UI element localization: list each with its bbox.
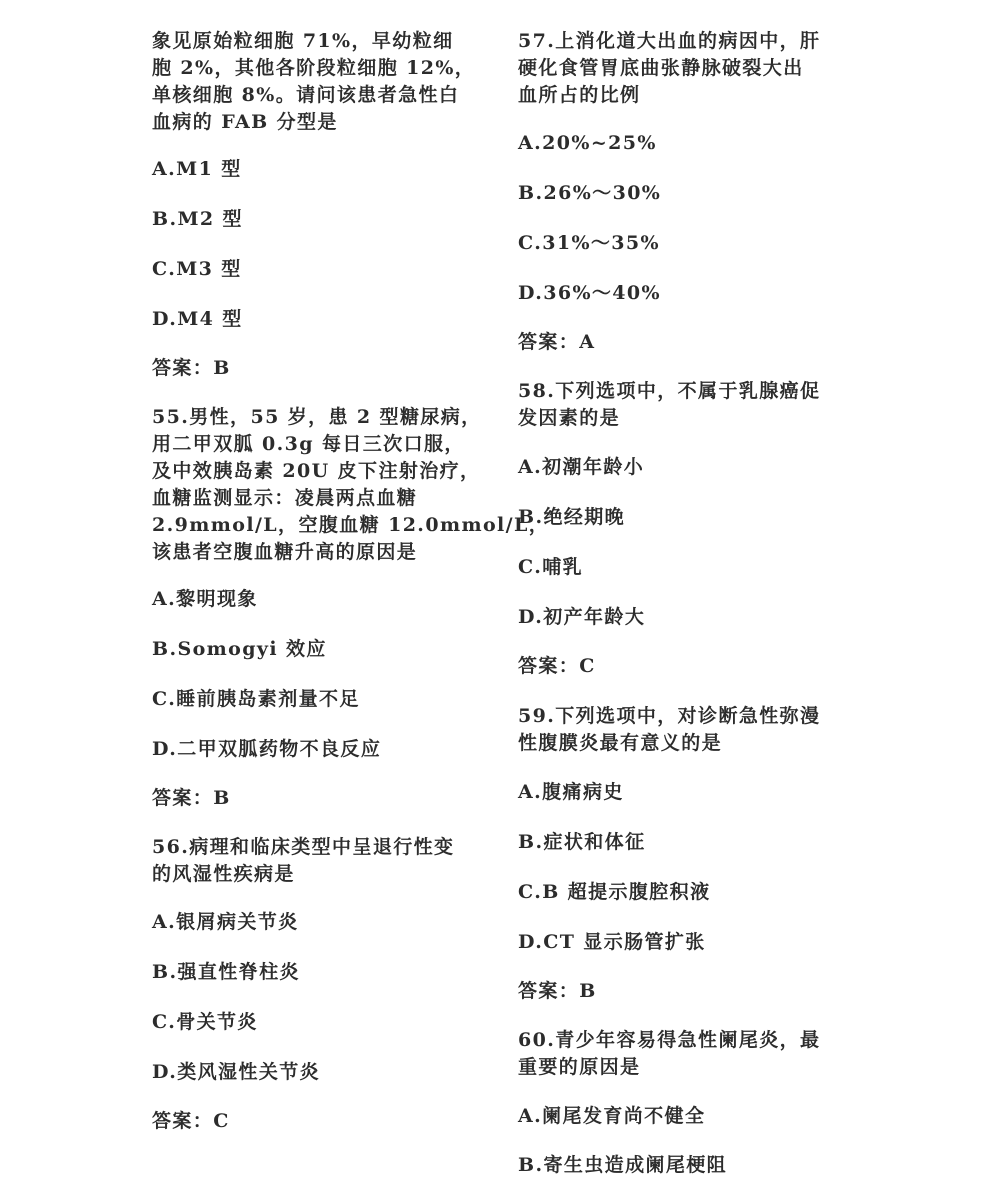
q54-answer: 答案：B bbox=[152, 357, 231, 379]
q57-option-c: C.31%～35% bbox=[518, 232, 660, 254]
q59-option-d: D.CT 显示肠管扩张 bbox=[518, 931, 706, 953]
q60-option-b: B.寄生虫造成阑尾梗阻 bbox=[518, 1154, 728, 1176]
q54-stem-line: 胞 2%，其他各阶段粒细胞 12%， bbox=[152, 57, 476, 79]
q57-answer: 答案：A bbox=[518, 331, 596, 353]
q55-stem-line: 2.9mmol/L，空腹血糖 12.0mmol/L， bbox=[152, 514, 550, 536]
q54-option-d: D.M4 型 bbox=[152, 308, 243, 330]
q54-stem-line: 血病的 FAB 分型是 bbox=[152, 111, 338, 133]
q56-stem-line: 的风湿性疾病是 bbox=[152, 863, 295, 885]
q55-option-d: D.二甲双胍药物不良反应 bbox=[152, 738, 382, 760]
q55-stem-line: 及中效胰岛素 20U 皮下注射治疗， bbox=[152, 460, 481, 482]
q55-option-b: B.Somogyi 效应 bbox=[152, 638, 327, 660]
q57-option-b: B.26%～30% bbox=[518, 182, 662, 204]
q55-stem-line: 该患者空腹血糖升高的原因是 bbox=[152, 541, 418, 563]
q57-stem-line: 57.上消化道大出血的病因中，肝 bbox=[518, 30, 821, 52]
q57-stem-line: 硬化食管胃底曲张静脉破裂大出 bbox=[518, 57, 804, 79]
q57-option-a: A.20%~25% bbox=[518, 132, 657, 154]
q56-option-b: B.强直性脊柱炎 bbox=[152, 961, 300, 983]
q55-stem-line: 用二甲双胍 0.3g 每日三次口服， bbox=[152, 433, 465, 455]
q56-option-c: C.骨关节炎 bbox=[152, 1011, 258, 1033]
q59-answer: 答案：B bbox=[518, 980, 597, 1002]
q58-option-c: C.哺乳 bbox=[518, 556, 584, 578]
q58-option-a: A.初潮年龄小 bbox=[518, 456, 645, 478]
q54-stem-line: 象见原始粒细胞 71%，早幼粒细 bbox=[152, 30, 454, 52]
q58-answer: 答案：C bbox=[518, 655, 596, 677]
q55-stem-line: 血糖监测显示：凌晨两点血糖 bbox=[152, 487, 418, 509]
q60-stem-line: 重要的原因是 bbox=[518, 1056, 641, 1078]
q55-answer: 答案：B bbox=[152, 787, 231, 809]
q55-option-c: C.睡前胰岛素剂量不足 bbox=[152, 688, 360, 710]
q56-option-d: D.类风湿性关节炎 bbox=[152, 1061, 321, 1083]
q54-option-b: B.M2 型 bbox=[152, 208, 243, 230]
q54-option-c: C.M3 型 bbox=[152, 258, 242, 280]
q59-option-b: B.症状和体征 bbox=[518, 831, 646, 853]
q56-answer: 答案：C bbox=[152, 1110, 230, 1132]
q57-option-d: D.36%～40% bbox=[518, 282, 662, 304]
q58-option-d: D.初产年龄大 bbox=[518, 606, 646, 628]
q59-option-a: A.腹痛病史 bbox=[518, 781, 624, 803]
q55-stem-line: 55.男性，55 岁，患 2 型糖尿病， bbox=[152, 406, 482, 428]
q60-option-a: A.阑尾发育尚不健全 bbox=[518, 1105, 706, 1127]
q59-stem-line: 性腹膜炎最有意义的是 bbox=[518, 732, 723, 754]
q58-stem-line: 发因素的是 bbox=[518, 407, 621, 429]
q59-option-c: C.B 超提示腹腔积液 bbox=[518, 881, 711, 903]
q58-stem-line: 58.下列选项中，不属于乳腺癌促 bbox=[518, 380, 821, 402]
q54-stem-line: 单核细胞 8%。请问该患者急性白 bbox=[152, 84, 460, 106]
q56-option-a: A.银屑病关节炎 bbox=[152, 911, 299, 933]
q56-stem-line: 56.病理和临床类型中呈退行性变 bbox=[152, 836, 455, 858]
q55-option-a: A.黎明现象 bbox=[152, 588, 258, 610]
q59-stem-line: 59.下列选项中，对诊断急性弥漫 bbox=[518, 705, 821, 727]
q58-option-b: B.绝经期晚 bbox=[518, 506, 626, 528]
q57-stem-line: 血所占的比例 bbox=[518, 84, 641, 106]
q54-option-a: A.M1 型 bbox=[152, 158, 242, 180]
q60-stem-line: 60.青少年容易得急性阑尾炎，最 bbox=[518, 1029, 821, 1051]
